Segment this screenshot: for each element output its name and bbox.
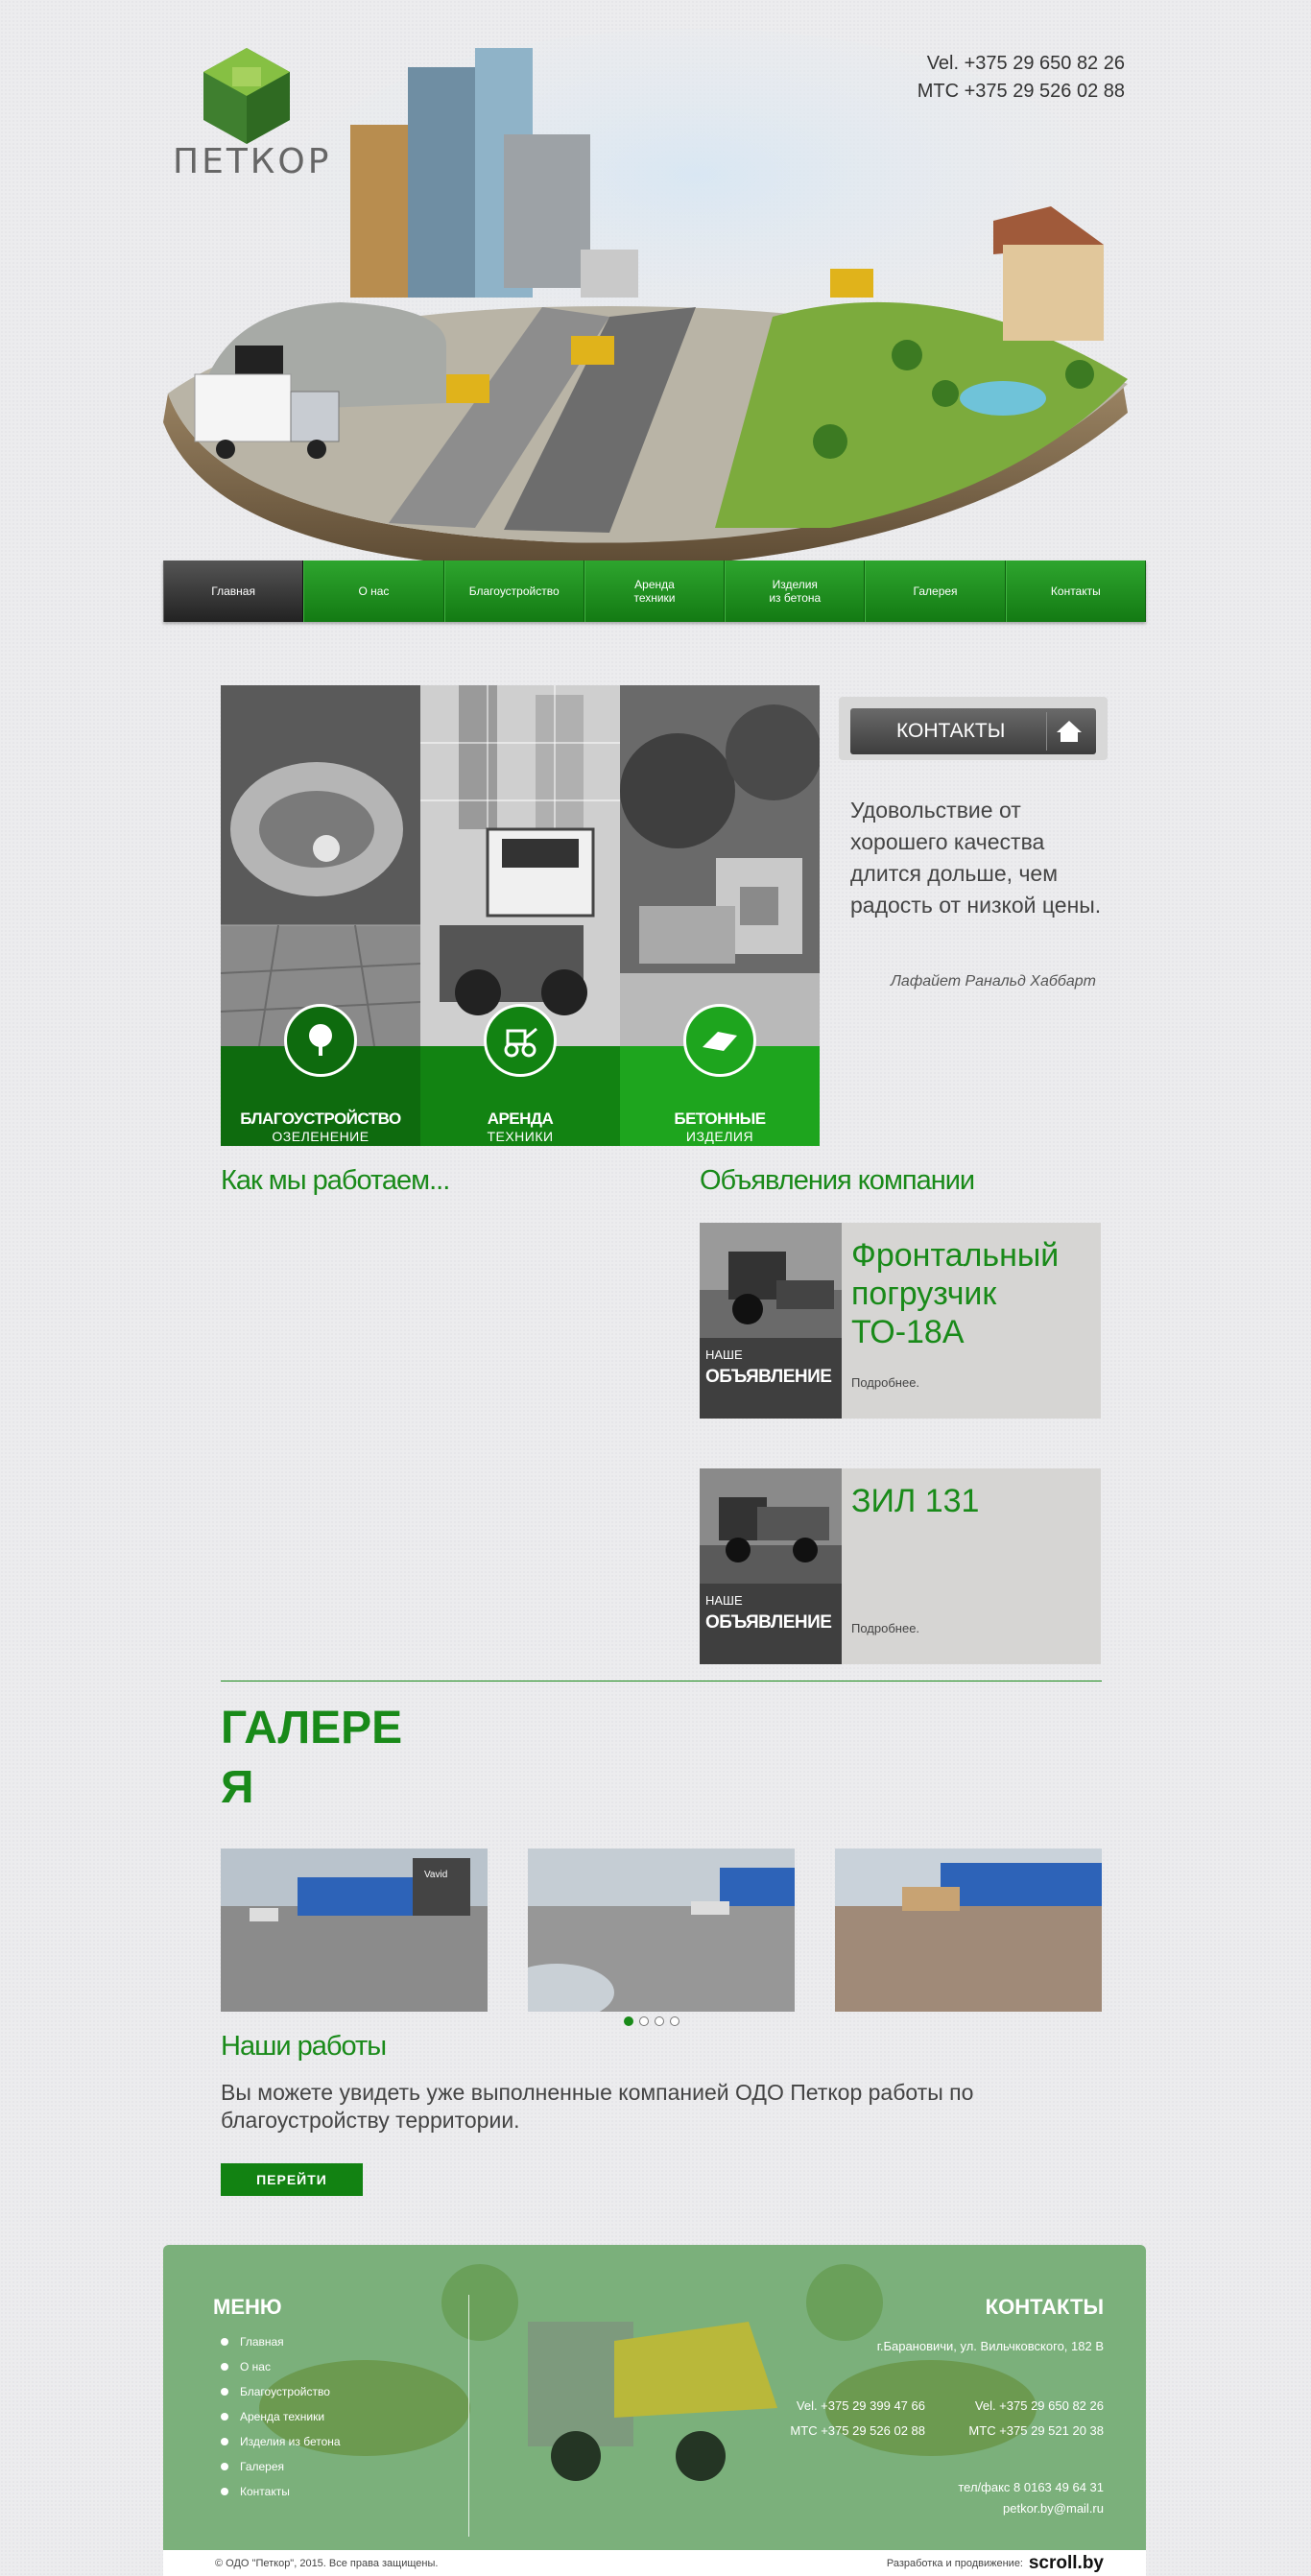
logo-cube-icon[interactable] — [203, 48, 290, 144]
ad-badge-big: ОБЪЯВЛЕНИЕ — [705, 1612, 832, 1633]
developer-label: Разработка и продвижение: — [886, 2558, 1023, 2569]
nav-item-home[interactable]: Главная — [163, 561, 303, 622]
landscaping-photo — [221, 685, 420, 1046]
ads-title: Объявления компании — [700, 1165, 975, 1196]
go-button[interactable]: ПЕРЕЙТИ — [221, 2163, 363, 2196]
developer-logo[interactable]: scroll.by — [1028, 2553, 1104, 2573]
how-we-work-title: Как мы работаем... — [221, 1165, 450, 1196]
ad-card[interactable] — [700, 1468, 1101, 1664]
ad-badge-small: НАШЕ — [705, 1348, 743, 1362]
contacts-button[interactable]: КОНТАКТЫ — [850, 708, 1096, 754]
tile-landscaping[interactable] — [221, 685, 420, 1146]
tractor-icon — [500, 1023, 540, 1058]
home-icon[interactable] — [1046, 712, 1090, 751]
tile-landscaping-circle — [284, 1004, 357, 1077]
ad-body — [842, 1468, 1101, 1664]
nav-item-contacts[interactable]: Контакты — [1006, 561, 1146, 622]
header-phone-velcom: Vel. +375 29 650 82 26 — [926, 53, 1125, 74]
ad-badge-big: ОБЪЯВЛЕНИЕ — [705, 1367, 832, 1387]
footer-menu-item-about[interactable]: О нас — [221, 2354, 341, 2379]
footer-separator — [468, 2295, 469, 2537]
ad-title[interactable]: ЗИЛ 131 — [851, 1483, 980, 1519]
gallery-sign-text: Vavid — [424, 1870, 448, 1880]
header-phones — [918, 50, 1125, 106]
tile-landscaping-subtitle: ОЗЕЛЕНЕНИЕ — [272, 1129, 369, 1144]
tile-equipment-circle — [484, 1004, 557, 1077]
nav-item-landscaping[interactable]: Благоустройство — [444, 561, 584, 622]
footer-phone-velcom-2: Vel. +375 29 650 82 26 — [974, 2398, 1104, 2413]
copyright: © ОДО "Петкор", 2015. Все права защищены. — [215, 2558, 439, 2569]
ad-body — [842, 1223, 1101, 1419]
footer-contacts-title: КОНТАКТЫ — [985, 2295, 1104, 2319]
logo-text[interactable]: ПЕТКОР — [173, 142, 332, 181]
gallery-dot[interactable] — [639, 2016, 649, 2026]
footer-phone-mts-1: МТС +375 29 526 02 88 — [790, 2423, 925, 2438]
tile-equipment-subtitle: ТЕХНИКИ — [487, 1129, 554, 1144]
paving-tile-icon — [699, 1026, 741, 1055]
gallery-dot[interactable] — [655, 2016, 664, 2026]
gallery-pager — [624, 2016, 679, 2026]
ad-title[interactable]: Фронтальный погрузчик ТО-18А — [851, 1237, 1060, 1350]
works-text: Вы можете увидеть уже выполненные компанией ОДО Петкор работы по благоустройству территории. — [221, 2080, 974, 2133]
footer-menu-item-gallery[interactable]: Галерея — [221, 2454, 341, 2479]
gallery-dot[interactable] — [670, 2016, 679, 2026]
tile-equipment-rental[interactable] — [420, 685, 620, 1146]
tile-landscaping-title: БЛАГОУСТРОЙСТВО — [240, 1109, 401, 1128]
footer-menu-item-rental[interactable]: Аренда техники — [221, 2404, 341, 2429]
ad-thumb — [700, 1223, 842, 1419]
gallery-image[interactable] — [221, 1849, 488, 2012]
equipment-photo — [420, 685, 620, 1046]
nav-item-gallery[interactable]: Галерея — [865, 561, 1005, 622]
footer-menu — [221, 2329, 341, 2504]
footer — [163, 2245, 1146, 2550]
section-divider — [221, 1681, 1102, 1682]
gallery-dot[interactable] — [624, 2016, 633, 2026]
ad-more-link[interactable]: Подробнее. — [851, 1375, 920, 1390]
concrete-photo — [620, 685, 820, 1046]
bottom-bar — [163, 2550, 1146, 2576]
tile-concrete-products[interactable] — [620, 685, 820, 1146]
ad-thumb — [700, 1468, 842, 1664]
footer-menu-item-concrete[interactable]: Изделия из бетона — [221, 2429, 341, 2454]
footer-email[interactable]: petkor.by@mail.ru — [1003, 2501, 1104, 2516]
footer-menu-title: МЕНЮ — [213, 2295, 282, 2319]
zil-truck-photo — [700, 1468, 842, 1584]
footer-fax: тел/факс 8 0163 49 64 31 — [958, 2480, 1104, 2494]
ad-card[interactable] — [700, 1223, 1101, 1419]
footer-phone-mts-2: МТС +375 29 521 20 38 — [968, 2423, 1104, 2438]
quote-author: Лафайет Ранальд Хаббарт — [890, 973, 1096, 990]
footer-menu-item-landscaping[interactable]: Благоустройство — [221, 2379, 341, 2404]
main-nav — [163, 561, 1146, 622]
footer-menu-item-contacts[interactable]: Контакты — [221, 2479, 341, 2504]
tile-concrete-title: БЕТОННЫЕ — [674, 1109, 766, 1128]
header — [0, 0, 1311, 557]
loader-photo — [700, 1223, 842, 1338]
footer-address: г.Барановичи, ул. Вильчковского, 182 В — [876, 2339, 1104, 2353]
tile-concrete-subtitle: ИЗДЕЛИЯ — [685, 1129, 754, 1144]
hero-illustration — [158, 29, 1137, 566]
ad-badge-small: НАШЕ — [705, 1593, 743, 1608]
nav-item-concrete-products[interactable]: Изделия из бетона — [725, 561, 865, 622]
quote-text: Удовольствие от хорошего качества длится дольше, чем радость от низкой цены. — [850, 798, 1102, 918]
service-tiles — [221, 685, 820, 1146]
gallery-image[interactable] — [528, 1849, 795, 2012]
gallery-image[interactable] — [835, 1849, 1102, 2012]
gallery-title: ГАЛЕРЕЯ — [221, 1703, 403, 1813]
works-title: Наши работы — [221, 2031, 387, 2062]
footer-menu-item-home[interactable]: Главная — [221, 2329, 341, 2354]
header-phone-mts: МТС +375 29 526 02 88 — [917, 81, 1125, 102]
tile-equipment-title: АРЕНДА — [487, 1109, 554, 1128]
nav-item-equipment-rental[interactable]: Аренда техники — [584, 561, 725, 622]
tree-icon — [301, 1021, 340, 1060]
ad-more-link[interactable]: Подробнее. — [851, 1621, 920, 1635]
footer-phone-velcom-1: Vel. +375 29 399 47 66 — [796, 2398, 925, 2413]
tile-concrete-circle — [683, 1004, 756, 1077]
nav-item-about[interactable]: О нас — [303, 561, 443, 622]
